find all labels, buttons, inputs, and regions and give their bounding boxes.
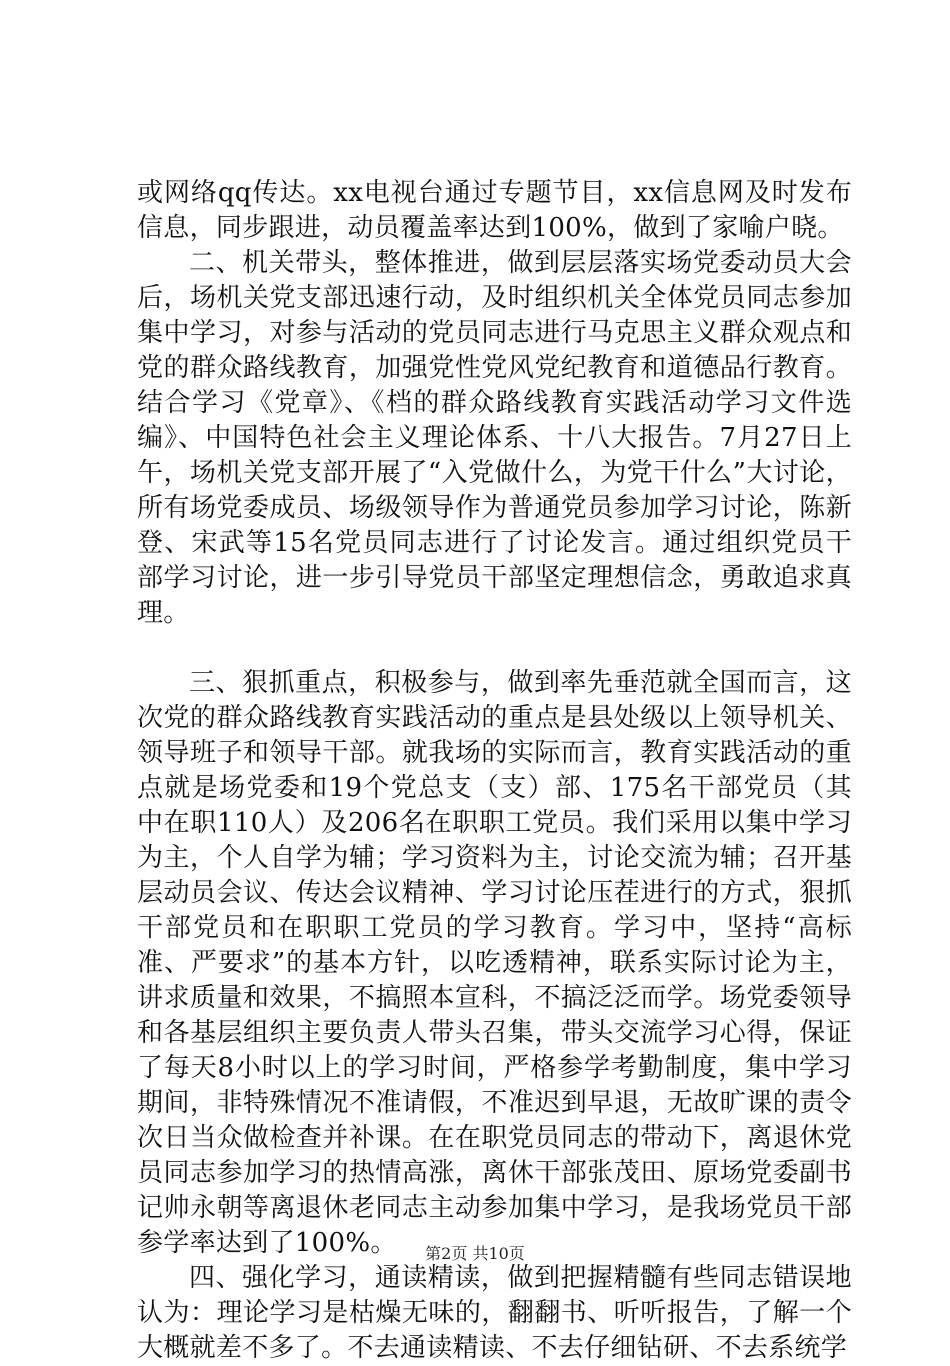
paragraph-4: 四、强化学习，通读精读，做到把握精髓有些同志错误地认为：理论学习是枯燥无味的，翻翻书、听听报告，了解一个大概就差不多了。不去通读精读、不去仔细钻研、不去系统学 bbox=[137, 1263, 852, 1363]
paragraph-1: 或网络qq传达。xx电视台通过专题节目，xx信息网及时发布信息，同步跟进，动员覆盖率达到100%，做到了家喻户晓。 bbox=[137, 178, 852, 243]
document-body bbox=[137, 176, 852, 1366]
paragraph-2: 二、机关带头，整体推进，做到层层落实场党委动员大会后，场机关党支部迅速行动，及时组织机关全体党员同志参加集中学习，对参与活动的党员同志进行马克思主义群众观点和党的群众路线教育，加强党性党风党纪教育和道德品行教育。结合学习《党章》、《档的群众路线教育实践活动学习文件选编》、中国特色社会主义理论体系、十八大报告。7月27日上午，场机关党支部开展了“入党做什么，为党干什么”大讨论，所有场党委成员、场级领导作为普通党员参加学习讨论，陈新登、宋武等15名党员同志进行了讨论发言。通过组织党员干部学习讨论，进一步引导党员干部坚定理想信念，勇敢追求真理。 bbox=[137, 248, 852, 628]
page-number-footer: 第2页 共10页 bbox=[425, 1244, 525, 1263]
paragraph-spacer bbox=[137, 631, 852, 666]
paragraph-3: 三、狠抓重点，积极参与，做到率先垂范就全国而言，这次党的群众路线教育实践活动的重点是县处级以上领导机关、领导班子和领导干部。就我场的实际而言，教育实践活动的重点就是场党委和19个党总支（支）部、175名干部党员（其中在职110人）及206名在职职工党员。我们采用以集中学习为主，个人自学为辅；学习资料为主，讨论交流为辅；召开基层动员会议、传达会议精神、学习讨论压茬进行的方式，狠抓干部党员和在职职工党员的学习教育。学习中，坚持“高标准、严要求”的基本方针，以吃透精神，联系实际讨论为主，讲求质量和效果，不搞照本宣科，不搞泛泛而学。场党委领导和各基层组织主要负责人带头召集，带头交流学习心得，保证了每天8小时以上的学习时间，严格参学考勤制度，集中学习期间，非特殊情况不准请假，不准迟到早退，无故旷课的责令次日当众做检查并补课。在在职党员同志的带动下，离退休党员同志参加学习的热情高涨，离休干部张茂田、原场党委副书记帅永朝等离退休老同志主动参加集中学习，是我场党员干部参学率达到了100%。 bbox=[137, 668, 852, 1258]
